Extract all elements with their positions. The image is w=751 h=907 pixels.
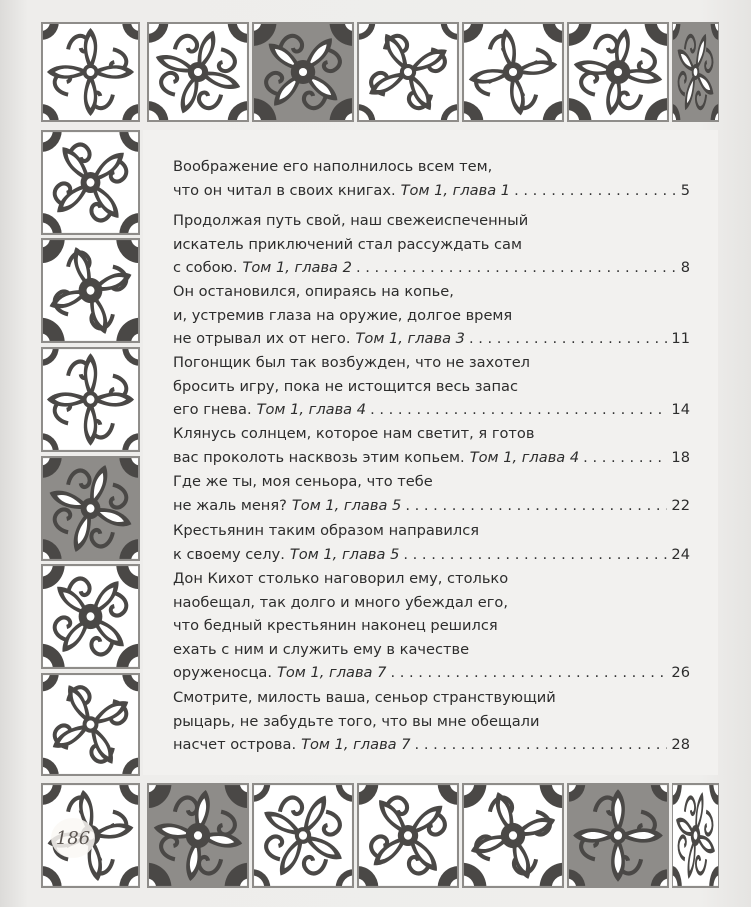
entry-page-number: 26	[671, 664, 690, 681]
entry-text-line: Клянусь солнцем, которое нам светит, я готов	[173, 425, 535, 442]
contents-panel	[143, 130, 718, 775]
dot-leader	[415, 733, 668, 757]
entry-last-line	[173, 398, 690, 422]
entry-last-line	[173, 494, 690, 518]
decorative-tile	[41, 673, 140, 776]
entry-text-line: не отрывал их от него.	[173, 330, 351, 347]
entry-text-line: Он остановился, опираясь на копье,	[173, 283, 454, 300]
entry-text-line: Продолжая путь свой, наш свежеиспеченный	[173, 212, 529, 229]
entry-text-line: с собою.	[173, 259, 238, 276]
entry-last-line	[173, 733, 690, 757]
entry-text-line: наобещал, так долго и много убеждал его,	[173, 593, 508, 611]
decorative-tile	[462, 783, 564, 888]
entry-text-line: искатель приключений стал рассуждать сам	[173, 235, 523, 253]
entry-page-number: 11	[671, 330, 690, 347]
decorative-tile	[41, 347, 140, 452]
decorative-tile	[357, 783, 459, 888]
decorative-tile	[41, 456, 140, 561]
entry-last-line	[173, 327, 690, 351]
entry-text-line: рыцарь, не забудьте того, что вы мне обещали	[173, 712, 540, 730]
entry-text-line: что бедный крестьянин наконец решился	[173, 617, 498, 634]
decorative-tile	[41, 130, 140, 235]
entry-text-line: Смотрите, милость ваша, сеньор странствующий	[173, 689, 556, 706]
entry-text-line: Погонщик был так возбужден, что не захотел	[173, 354, 530, 371]
entry-last-line	[173, 543, 690, 567]
dot-leader	[405, 494, 667, 518]
dot-leader	[390, 661, 667, 685]
entry-text-line: вас проколоть насквозь этим копьем.	[173, 448, 465, 466]
entry-text-line: что он читал в своих книгах.	[173, 181, 396, 199]
decorative-tile	[567, 22, 669, 122]
chapter-reference: Том 1, глава 3	[355, 330, 465, 347]
entry-page-number: 14	[671, 401, 690, 418]
entry-text-line: ехать с ним и служить ему в качестве	[173, 640, 470, 658]
entry-text-line: Крестьянин таким образом направился	[173, 522, 480, 539]
contents-entry	[173, 209, 690, 280]
chapter-reference: Том 1, глава 5	[289, 545, 400, 563]
decorative-tile	[252, 783, 354, 888]
decorative-tile	[252, 22, 354, 122]
entry-page-number: 8	[680, 259, 690, 276]
entry-last-line	[173, 446, 690, 470]
contents-entry	[173, 686, 690, 757]
contents-entry	[173, 422, 690, 469]
entry-text-line: его гнева.	[173, 401, 252, 418]
contents-entry	[173, 567, 690, 685]
decorative-tile	[41, 564, 140, 669]
decorative-tile	[672, 22, 719, 122]
dot-leader	[469, 327, 667, 351]
chapter-reference: Том 1, глава 2	[242, 259, 352, 276]
entry-text-line: и, устремив глаза на оружие, долгое время	[173, 306, 513, 324]
dot-leader	[356, 256, 677, 280]
entry-text-line: не жаль меня?	[173, 496, 287, 514]
contents-entry	[173, 519, 690, 566]
entry-page-number: 5	[680, 181, 690, 199]
dot-leader	[514, 179, 677, 203]
page-number-badge	[47, 816, 99, 860]
decorative-tile	[147, 22, 249, 122]
chapter-reference: Том 1, глава 1	[400, 181, 511, 199]
entry-text-line: оруженосца.	[173, 664, 272, 681]
entry-text-line: насчет острова.	[173, 736, 297, 753]
decorative-tile	[147, 783, 249, 888]
entry-text-line: бросить игру, пока не истощится весь запас	[173, 377, 518, 395]
entry-last-line	[173, 179, 690, 203]
entry-page-number: 22	[671, 496, 690, 514]
dot-leader	[403, 543, 667, 567]
contents-entry	[173, 351, 690, 422]
chapter-reference: Том 1, глава 7	[276, 664, 387, 681]
decorative-tile	[41, 22, 140, 122]
entry-text-line: Дон Кихот столько наговорил ему, столько	[173, 570, 509, 587]
entry-text-line: Где же ты, моя сеньора, что тебе	[173, 473, 433, 490]
decorative-tile	[357, 22, 459, 122]
contents-entry	[173, 155, 690, 202]
page-number: 186	[55, 827, 91, 849]
dot-leader	[370, 398, 667, 422]
chapter-reference: Том 1, глава 4	[469, 448, 580, 466]
decorative-tile	[672, 783, 719, 888]
entry-page-number: 28	[671, 736, 690, 753]
chapter-reference: Том 1, глава 4	[256, 401, 367, 418]
entry-text-line: к своему селу.	[173, 545, 285, 563]
entry-page-number: 18	[671, 448, 690, 466]
chapter-reference: Том 1, глава 5	[291, 496, 402, 514]
entry-page-number: 24	[671, 545, 690, 563]
contents-entry	[173, 470, 690, 517]
decorative-tile	[41, 238, 140, 343]
contents-entry	[173, 280, 690, 351]
chapter-reference: Том 1, глава 7	[301, 736, 411, 753]
entry-last-line	[173, 661, 690, 685]
decorative-tile	[462, 22, 564, 122]
entry-last-line	[173, 256, 690, 280]
entry-text-line: Воображение его наполнилось всем тем,	[173, 158, 493, 175]
dot-leader	[583, 446, 667, 470]
decorative-tile	[567, 783, 669, 888]
